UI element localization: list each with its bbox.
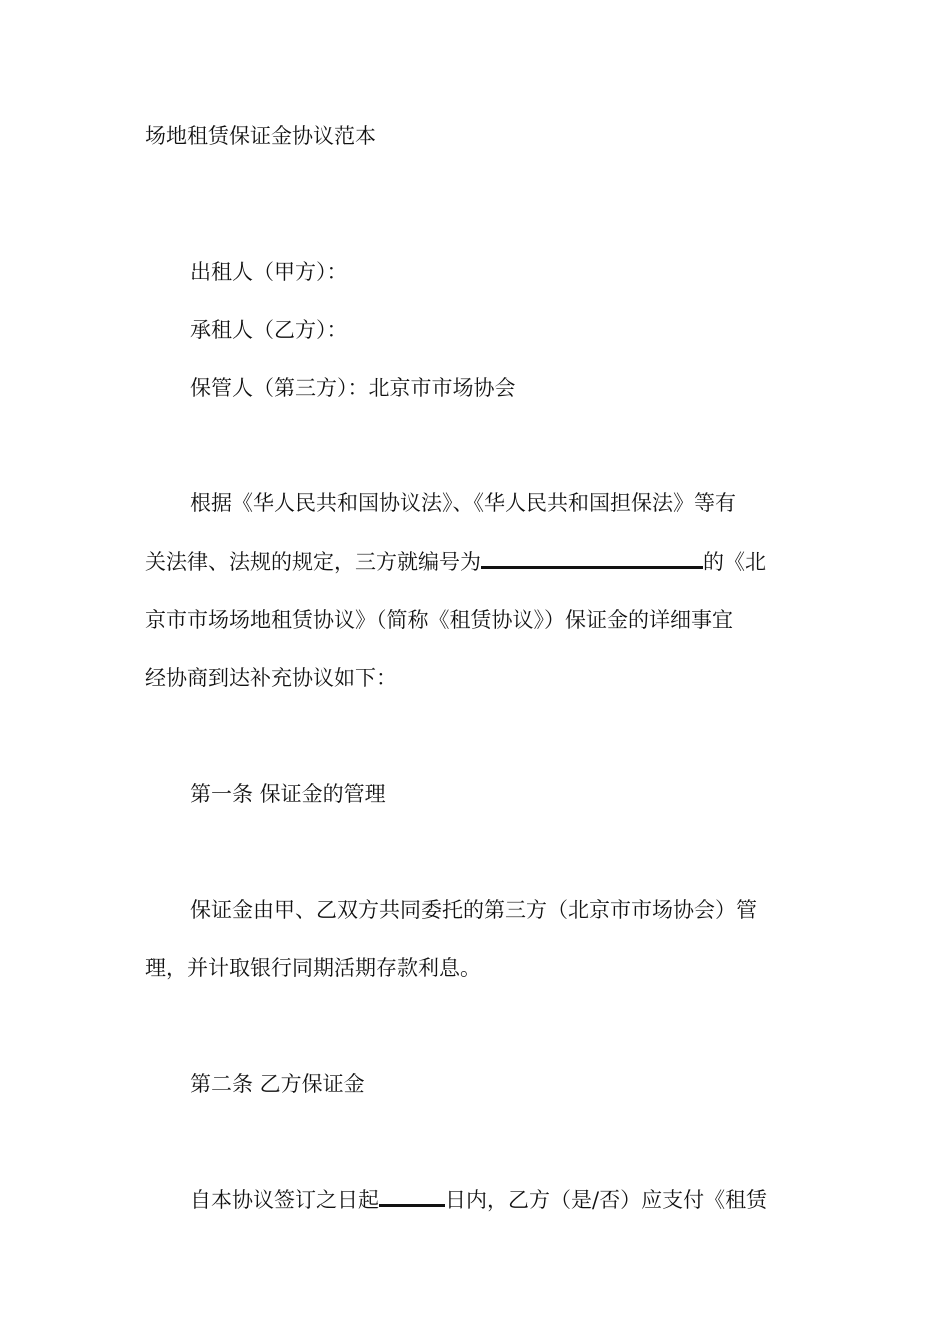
days-blank <box>379 1186 445 1207</box>
document-title: 场地租赁保证金协议范本 <box>145 124 376 148</box>
preamble-line-3: 京市市场场地租赁协议》（简称《租赁协议》）保证金的详细事宜 <box>145 608 733 632</box>
article-2-text-after: 日内，乙方（是/否）应支付《租赁 <box>445 1188 768 1212</box>
article-2-text-before: 自本协议签订之日起 <box>190 1188 379 1212</box>
preamble-line-4: 经协商到达补充协议如下： <box>145 666 397 690</box>
article-1-line-2: 理，并计取银行同期活期存款利息。 <box>145 956 481 980</box>
contract-number-blank <box>481 548 703 569</box>
preamble-line-2-text-before: 关法律、法规的规定，三方就编号为 <box>145 550 481 574</box>
lessor-line: 出租人（甲方）： <box>190 260 348 284</box>
preamble-line-1: 根据《华人民共和国协议法》、《华人民共和国担保法》等有 <box>190 491 736 515</box>
article-1-heading: 第一条 保证金的管理 <box>190 782 386 806</box>
article-2-line-1 <box>190 1186 767 1214</box>
preamble-line-2 <box>145 548 766 576</box>
lessee-line: 承租人（乙方）： <box>190 318 348 342</box>
preamble-line-2-text-after: 的《北 <box>703 550 766 574</box>
article-2-heading: 第二条 乙方保证金 <box>190 1072 365 1096</box>
custodian-line: 保管人（第三方）：北京市市场协会 <box>190 376 516 400</box>
article-1-line-1: 保证金由甲、乙双方共同委托的第三方（北京市市场协会）管 <box>190 898 757 922</box>
